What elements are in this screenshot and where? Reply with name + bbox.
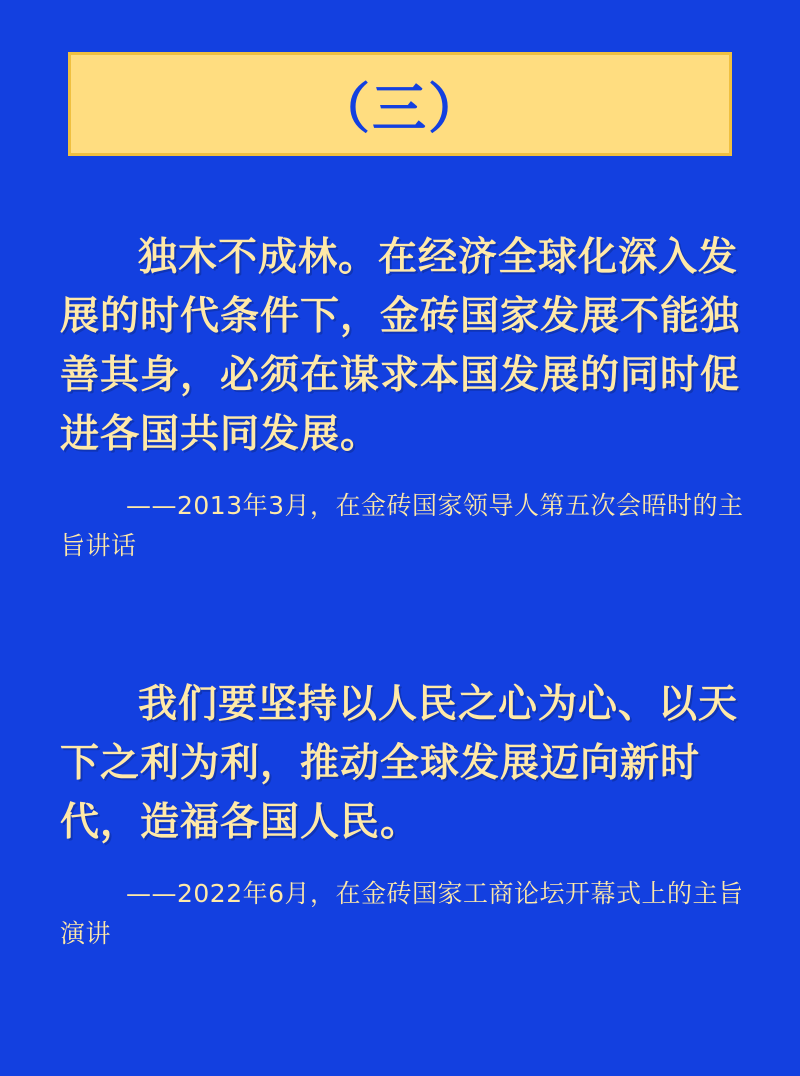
header-banner [68,52,732,156]
quote-source-1: ——2013年3月，在金砖国家领导人第五次会晤时的主旨讲话 [60,491,744,560]
quote-text-2: 我们要坚持以人民之心为心、以天下之利为利，推动全球发展迈向新时代，造福各国人民。 [60,681,739,845]
quote-block-1 [60,228,744,566]
page-title: （三） [316,78,484,139]
quote-text-1: 独木不成林。在经济全球化深入发展的时代条件下，金砖国家发展不能独善其身，必须在谋求本国发展的同时促进各国共同发展。 [60,234,741,457]
quote-source-2: ——2022年6月，在金砖国家工商论坛开幕式上的主旨演讲 [60,879,744,948]
quote-block-2 [60,675,744,954]
